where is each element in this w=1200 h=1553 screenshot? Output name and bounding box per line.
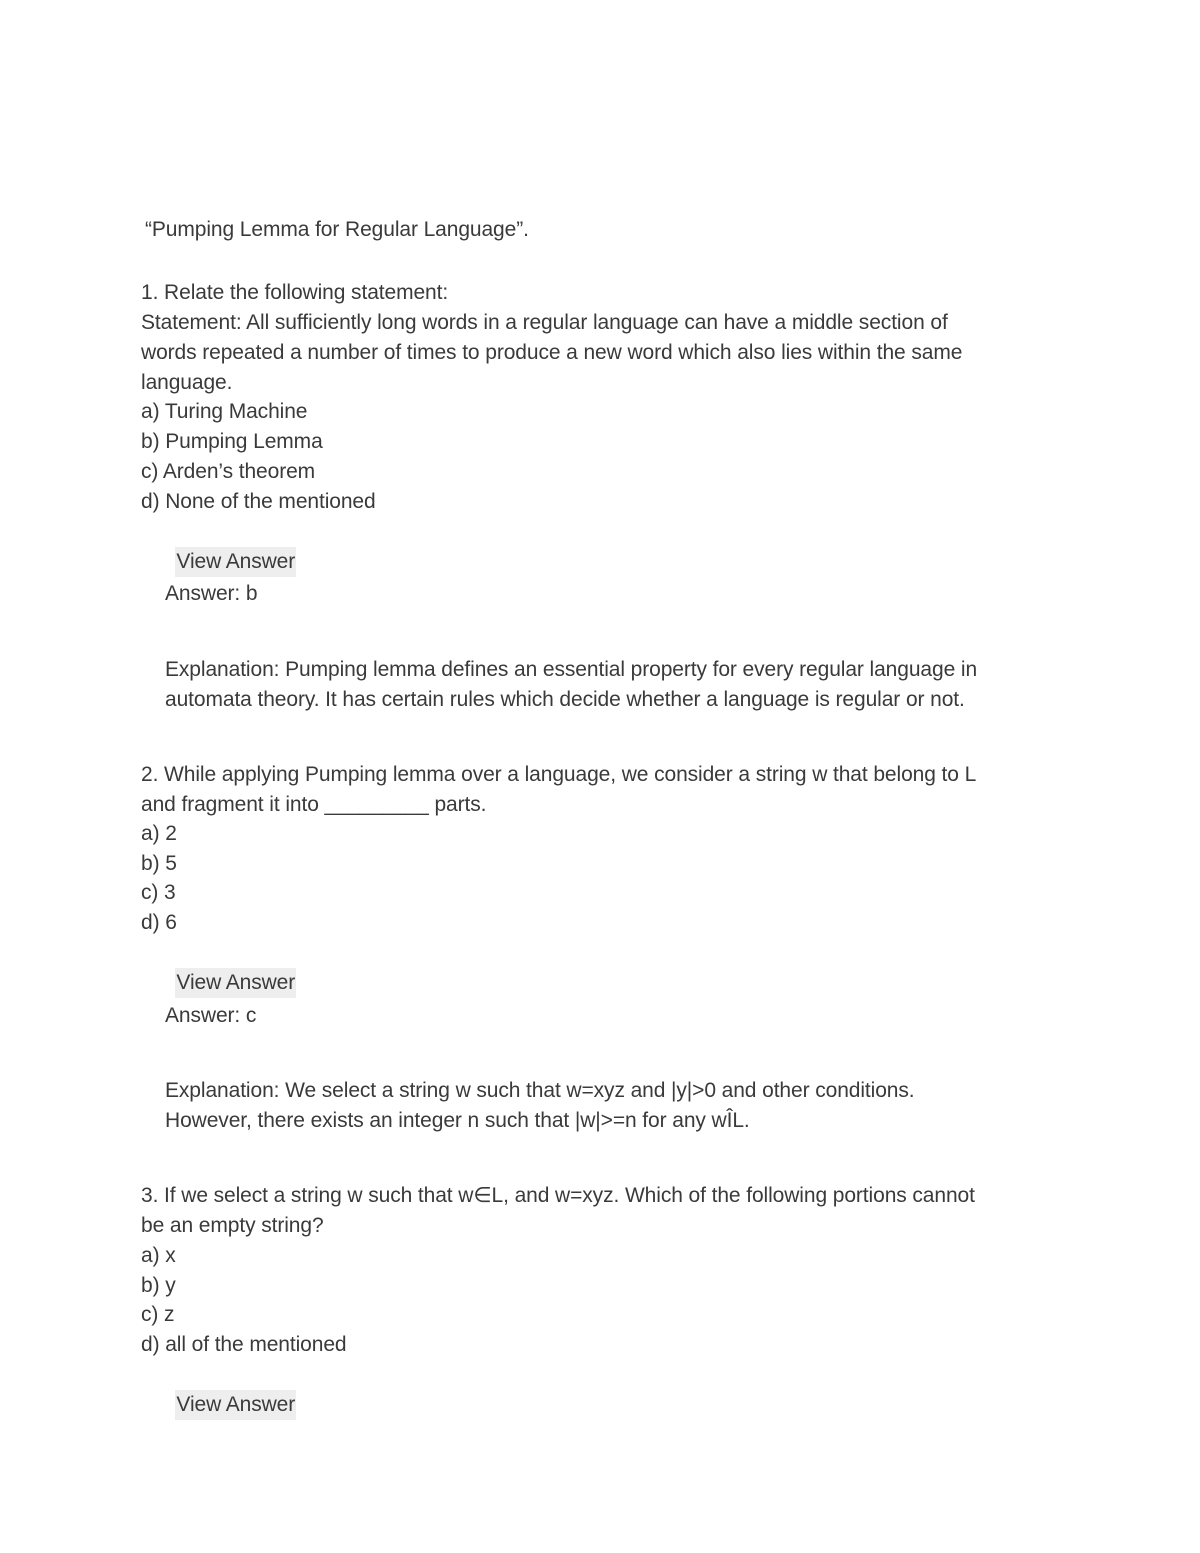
explanation-line: However, there exists an integer n such that |w|>=n for any wÎL. — [165, 1109, 750, 1132]
explanation-line: Explanation: Pumping lemma defines an essential property for every regular language in — [165, 658, 978, 681]
question-3-option-a: a) x — [141, 1244, 176, 1267]
explanation-line: Explanation: We select a string w such that w=xyz and |y|>0 and other conditions. — [165, 1079, 915, 1102]
question-3-stem-line: be an empty string? — [141, 1214, 324, 1237]
answer-text: Answer: c — [165, 1004, 257, 1027]
question-3-option-d: d) all of the mentioned — [141, 1333, 347, 1356]
question-2-option-c: c) 3 — [141, 881, 176, 904]
question-2-stem-line: 2. While applying Pumping lemma over a language, we consider a string w that belong to L — [141, 763, 977, 786]
question-2-option-a: a) 2 — [141, 822, 177, 845]
question-1-option-b: b) Pumping Lemma — [141, 430, 323, 453]
question-1-option-d: d) None of the mentioned — [141, 490, 376, 513]
question-2-option-b: b) 5 — [141, 852, 177, 875]
view-answer-button[interactable]: View Answer — [175, 547, 296, 577]
question-1-stem-line: 1. Relate the following statement: — [141, 281, 449, 304]
view-answer-button[interactable]: View Answer — [175, 968, 296, 998]
document-title: “Pumping Lemma for Regular Language”. — [145, 218, 529, 241]
answer-text: Answer: b — [165, 582, 258, 605]
view-answer-button[interactable]: View Answer — [175, 1390, 296, 1420]
question-3-option-c: c) z — [141, 1303, 175, 1326]
question-1-stem-line: Statement: All sufficiently long words in a regular language can have a middle section of — [141, 311, 948, 334]
question-3-stem-line: 3. If we select a string w such that w∈L, and w=xyz. Which of the following portions cannot — [141, 1184, 975, 1207]
question-2-stem-line: and fragment it into _________ parts. — [141, 793, 487, 816]
question-3-option-b: b) y — [141, 1274, 176, 1297]
question-1-option-a: a) Turing Machine — [141, 400, 308, 423]
question-2-option-d: d) 6 — [141, 911, 177, 934]
question-1-stem-line: words repeated a number of times to produce a new word which also lies within the same — [141, 341, 963, 364]
question-1-option-c: c) Arden’s theorem — [141, 460, 316, 483]
question-1-stem-line: language. — [141, 371, 233, 394]
explanation-line: automata theory. It has certain rules which decide whether a language is regular or not. — [165, 688, 965, 711]
